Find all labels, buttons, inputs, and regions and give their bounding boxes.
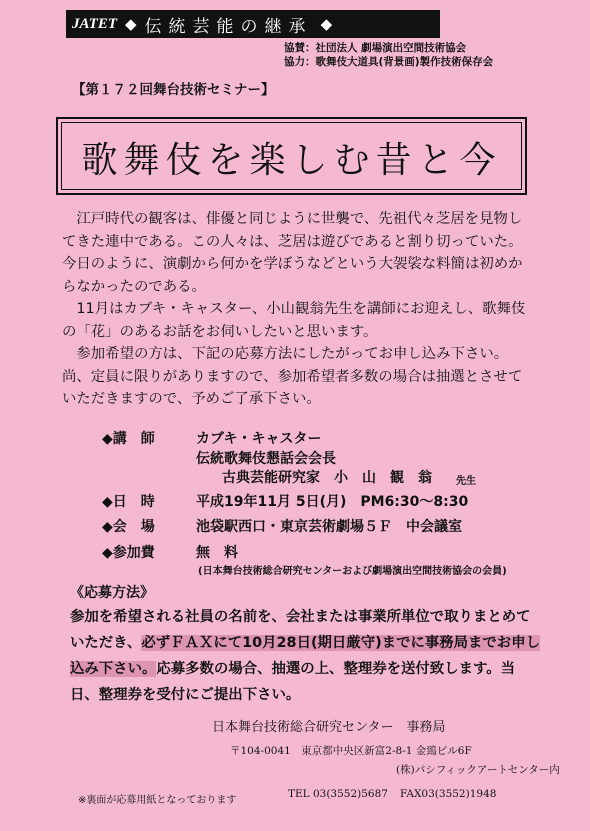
date-value: 平成19年11月 5日(月) PM6:30～8:30 [196, 494, 469, 510]
page-title: 歌舞伎を楽しむ昔と今 [81, 140, 502, 181]
application-deadline-highlight: 必ずＦＡＸにて10月28日(期日厳守)までに事務局までお申し込み下さい。 [70, 635, 540, 677]
venue-value: 池袋駅西口・東京芸術劇場５Ｆ 中会議室 [196, 519, 462, 535]
intro-paragraph: 11月はカブキ・キャスター、小山観翁先生を講師にお迎えし、歌舞伎の「花」のあるお話をお伺いしたいと思います。 [62, 301, 526, 340]
diamond-icon: ◆ [125, 15, 137, 33]
seminar-label: 【第１７２回舞台技術セミナー】 [72, 82, 275, 98]
contact-organization: 日本舞台技術総合研究センター 事務局 [212, 720, 446, 735]
cooperation-line: 協力：歌舞伎大道具(背景画)製作技術保存会 [284, 56, 494, 68]
venue-label: ◆会 場 [102, 519, 155, 535]
fee-label: ◆参加費 [102, 545, 155, 561]
application-text [70, 604, 540, 708]
date-label: ◆日 時 [102, 494, 155, 510]
lecturer-position: 伝統歌舞伎懇話会会長 [196, 451, 336, 467]
intro-text [62, 208, 528, 411]
contact-tel: TEL 03(3552)5687 [288, 788, 388, 800]
jatet-logo: JATET [72, 15, 118, 32]
title-box [56, 117, 527, 195]
lecturer-name: 古典芸能研究家 小 山 観 翁 [222, 470, 432, 486]
sponsor-line: 協賛：社団法人 劇場演出空間技術協会 [284, 42, 467, 54]
lecturer-title: カブキ・キャスター [196, 431, 322, 447]
application-text-part: 応募多数の場合、抽選の上、整理券を送付致します。当日、整理券を受付にご提出下さい。 [70, 661, 515, 703]
intro-paragraph: 江戸時代の観客は、俳優と同じように世襲で、先祖代々芝居を見物してきた連中である。この人々は、芝居は遊びであると割り切っていた。今日のように、演劇から何かを学ぼうなどという大袈裟な料簡は初めからなかったのである。 [62, 211, 523, 295]
banner-title: 伝統芸能の継承 [144, 16, 313, 37]
application-text-part: 参加を希望される社員の名前を、会社または事業所単位で取りまとめていただき、 [70, 609, 531, 651]
contact-building: (株)パシフィックアートセンター内 [396, 764, 560, 776]
diamond-icon: ◆ [320, 15, 333, 33]
fee-value: 無 料 [196, 545, 238, 561]
footnote: ※裏面が応募用紙となっております [78, 795, 237, 806]
fee-note: (日本舞台技術総合研究センターおよび劇場演出空間技術協会の会員) [198, 566, 507, 577]
contact-fax: FAX03(3552)1948 [400, 788, 497, 800]
application-heading: 《応募方法》 [70, 585, 154, 601]
header-banner [66, 10, 440, 38]
contact-address: 〒104-0041 東京都中央区新富2-8-1 金鵄ビル6F [230, 745, 472, 757]
intro-paragraph: 参加希望の方は、下記の応募方法にしたがってお申し込み下さい。尚、定員に限りがありますので、参加希望者多数の場合は抽選とさせていただきますので、予めご了承下さい。 [62, 346, 523, 407]
lecturer-label: ◆講 師 [102, 431, 155, 447]
lecturer-honorific: 先生 [456, 476, 476, 487]
